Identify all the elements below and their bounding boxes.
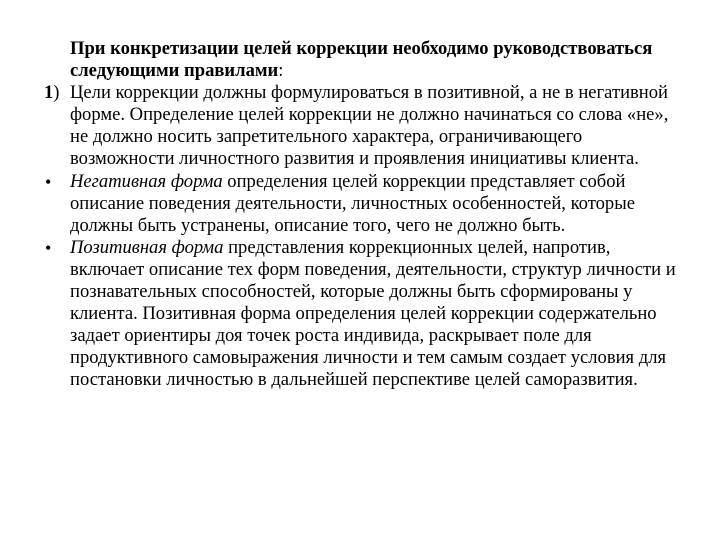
rule-item-1-text: Цели коррекции должны формулироваться в позитивной, а не в негативной форме. Определение целей коррекции не должно начинаться со слова «не», не должно носить запретительного характера, ограничивающего возможности личностного развития и проявления инициативы клиента. [70, 82, 669, 170]
rule-number-suffix: ) [53, 82, 60, 104]
bullet-item-negative [44, 171, 684, 237]
slide-heading [44, 38, 684, 82]
slide-text-body [44, 38, 684, 392]
bullet-icon: • [45, 171, 52, 192]
bullet-term-positive: Позитивная форма [70, 236, 224, 258]
rule-number: 1 [44, 82, 54, 104]
rule-item-1 [44, 82, 684, 170]
bullet-text-positive: представления коррекционных целей, напротив, включает описание тех форм поведения, деятельности, структур личности и познавательных способностей, которые должны быть сформированы у клиента. Позитивная форма определения целей коррекции содержательно задает ориентиры доя точек роста индивида, раскрывает поле для продуктивного самовыражения личности и тем самым создает условия для постановки личностью в дальнейшей перспективе целей саморазвития. [70, 236, 676, 391]
rule-number-marker [44, 82, 60, 104]
bullet-icon: • [45, 237, 52, 258]
bullet-term-negative: Негативная форма [70, 170, 223, 192]
bullet-item-positive [44, 237, 684, 392]
heading-bold-text: При конкретизации целей коррекции необходимо руководствоваться следующими правилами [70, 38, 653, 82]
heading-tail: : [278, 60, 284, 82]
bullet-text-negative: определения целей коррекции представляет собой описание поведения деятельности, личностных особенностей, которые должны быть устранены, описание того, чего не должно быть. [70, 170, 635, 236]
